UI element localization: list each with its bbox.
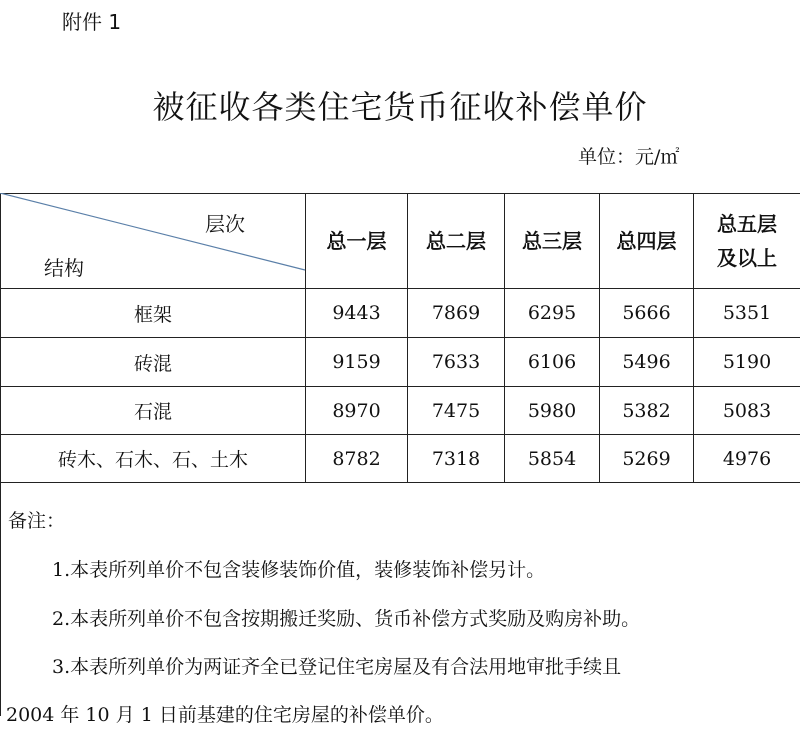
table-cell: 9159 [332,351,381,373]
notes-border-left [0,482,1,716]
note-item: 3.本表所列单价为两证齐全已登记住宅房屋及有合法用地审批手续且 [52,656,622,678]
table-cell: 7475 [431,399,481,422]
notes-heading: 备注： [8,510,66,532]
note-item: 2.本表所列单价不包含按期搬迁奖励、货币补偿方式奖励及购房补助。 [52,608,641,630]
column-header: 总五层 及以上 [717,211,777,270]
column-header: 总二层 [426,228,486,253]
table-cell: 7318 [431,447,481,470]
row-structure-label: 砖木、石木、石、土木 [57,449,248,471]
row-structure-label: 框架 [133,303,172,326]
table-cell: 5980 [527,399,577,422]
header-corner-floor-label: 层次 [205,212,245,236]
table-cell: 6295 [527,302,577,324]
notes-section [0,482,800,742]
table-cell: 4976 [722,447,772,470]
table-cell: 5083 [722,399,772,422]
page-title: 被征收各类住宅货币征收补偿单价 [152,88,648,126]
table-cell: 5854 [527,447,577,470]
attachment-label: 附件 1 [62,10,122,34]
table-cell: 7633 [431,351,481,373]
table-cell: 7869 [431,302,481,324]
table-cell: 9443 [332,302,381,324]
row-structure-label: 砖混 [133,352,172,375]
table-cell: 5351 [722,302,772,324]
column-header: 总一层 [326,228,387,253]
note-item-continuation: 2004 年 10 月 1 日前基建的住宅房屋的补偿单价。 [6,704,444,726]
column-header: 总三层 [522,228,582,253]
table-cell: 5496 [622,351,671,373]
note-item: 1.本表所列单价不包含装修装饰价值，装修装饰补偿另计。 [52,559,546,581]
table-cell: 5666 [622,302,671,324]
table-cell: 6106 [527,351,577,373]
unit-label: 单位：元/㎡ [578,146,680,168]
table-cell: 8782 [332,447,381,470]
table-cell: 8970 [332,399,381,422]
table-cell: 5382 [622,399,671,422]
row-structure-label: 石混 [133,401,172,423]
table-cell: 5190 [722,351,772,373]
table-cell: 5269 [622,447,671,470]
header-corner-structure-label: 结构 [44,256,84,280]
compensation-table [0,193,800,482]
column-header: 总四层 [616,228,677,253]
